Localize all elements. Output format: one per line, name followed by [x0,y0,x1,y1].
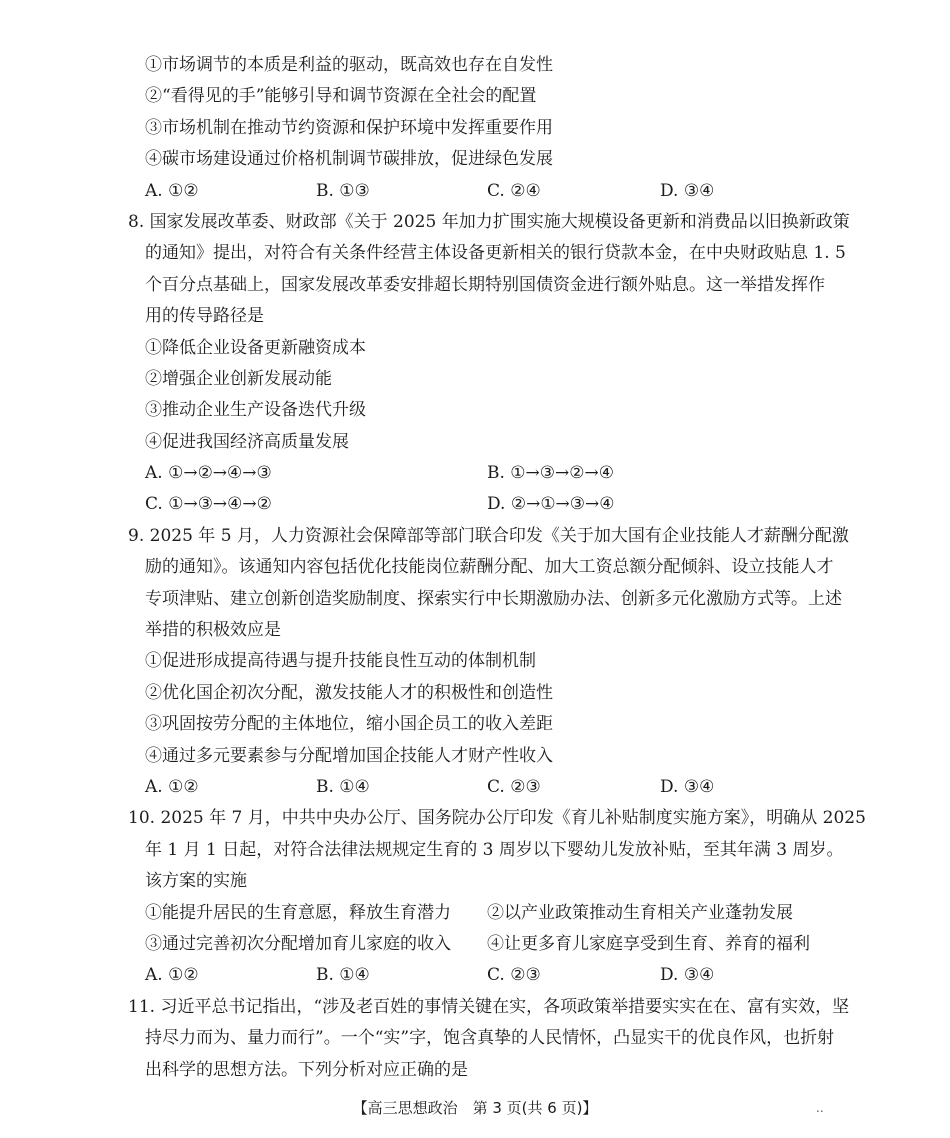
q10-items-row-1 [0,898,950,929]
page-footer: 【高三思想政治 第 3 页(共 6 页)】 [352,1099,598,1117]
q7-options [0,176,950,207]
q10-option-a: A. ①② [145,965,199,986]
q8-option-d: D. ②→①→③→④ [487,494,615,515]
q8-item-4: ④促进我国经济高质量发展 [145,431,349,452]
q8-stem-line-1: 8. 国家发展改革委、财政部《关于 2025 年加力扩围实施大规模设备更新和消费品以旧换新政策 [128,211,850,232]
q8-stem-line-2: 的通知》提出，对符合有关条件经营主体设备更新相关的银行贷款本金，在中央财政贴息 1. 5 [145,243,846,264]
q7-item-2: ②“看得见的手”能够引导和调节资源在全社会的配置 [145,86,537,107]
q10-option-b: B. ①④ [316,965,370,986]
q10-stem-line-2: 年 1 月 1 日起，对符合法律法规规定生育的 3 周岁以下婴幼儿发放补贴，至其年满 3 周岁。 [145,839,844,860]
q9-stem-line-1: 9. 2025 年 5 月，人力资源社会保障部等部门联合印发《关于加大国有企业技能人才薪酬分配激 [128,525,849,546]
q7-option-b: B. ①③ [316,180,370,201]
q7-item-1: ①市场调节的本质是利益的驱动，既高效也存在自发性 [145,55,553,75]
q11-stem-line-1: 11. 习近平总书记指出，“涉及老百姓的事情关键在实，各项政策举措要实实在在、富有实效，坚 [128,996,850,1017]
q10-option-d: D. ③④ [660,965,715,986]
q9-option-c: C. ②③ [487,776,541,797]
q9-item-1: ①促进形成提高待遇与提升技能良性互动的体制机制 [145,651,536,672]
q8-stem-line-4: 用的传导路径是 [145,306,264,327]
q8-option-a: A. ①→②→④→③ [145,463,272,484]
q7-item-3: ③市场机制在推动节约资源和保护环境中发挥重要作用 [145,117,553,138]
exam-page [0,50,950,1086]
q8-item-2: ②增强企业创新发展动能 [145,368,332,389]
q10-stem-line-3: 该方案的实施 [145,871,247,892]
q9-item-3: ③巩固按劳分配的主体地位，缩小国企员工的收入差距 [145,714,553,735]
q9-stem-line-3: 专项津贴、建立创新创造奖励制度、探索实行中长期激励办法、创新多元化激励方式等。上述 [145,588,842,609]
q9-item-2: ②优化国企初次分配，激发技能人才的积极性和创造性 [145,682,553,703]
q7-option-d: D. ③④ [660,180,715,201]
q9-options [0,772,950,803]
q11-stem-line-3: 出科学的思想方法。下列分析对应正确的是 [145,1059,468,1080]
q10-item-4: ④让更多育儿家庭享受到生育、养育的福利 [487,933,810,954]
q9-stem-line-4: 举措的积极效应是 [145,620,281,641]
q8-options-row-2 [0,489,950,520]
q9-stem-line-2: 励的通知》。该通知内容包括优化技能岗位薪酬分配、加大工资总额分配倾斜、设立技能人才 [145,557,834,578]
q9-option-b: B. ①④ [316,776,370,797]
q11-stem-line-2: 持尽力而为、量力而行”。一个“实”字，饱含真挚的人民情怀，凸显实干的优良作风，也折射 [145,1028,835,1049]
q7-option-a: A. ①② [145,180,199,201]
q8-option-c: C. ①→③→④→② [145,494,272,515]
q7-item-4: ④碳市场建设通过价格机制调节碳排放，促进绿色发展 [145,149,553,170]
q8-item-3: ③推动企业生产设备迭代升级 [145,400,366,421]
q9-option-a: A. ①② [145,776,199,797]
q10-options [0,960,950,991]
corner-mark: .. [816,1101,824,1115]
q10-item-1: ①能提升居民的生育意愿，释放生育潜力 [145,902,451,923]
q10-stem-line-1: 10. 2025 年 7 月，中共中央办公厅、国务院办公厅印发《育儿补贴制度实施方案》，明确从 2025 [128,808,866,829]
q8-option-b: B. ①→③→②→④ [487,463,614,484]
q7-option-c: C. ②④ [487,180,541,201]
q10-item-3: ③通过完善初次分配增加育儿家庭的收入 [145,933,451,954]
q9-option-d: D. ③④ [660,776,715,797]
q9-item-4: ④通过多元要素参与分配增加国企技能人才财产性收入 [145,745,553,766]
q10-items-row-2 [0,929,950,960]
q10-option-c: C. ②③ [487,965,541,986]
q10-item-2: ②以产业政策推动生育相关产业蓬勃发展 [487,902,793,923]
q8-item-1: ①降低企业设备更新融资成本 [145,337,366,358]
q8-stem-line-3: 个百分点基础上，国家发展改革委安排超长期特别国债资金进行额外贴息。这一举措发挥作 [145,274,825,295]
q8-options-row-1 [0,458,950,489]
